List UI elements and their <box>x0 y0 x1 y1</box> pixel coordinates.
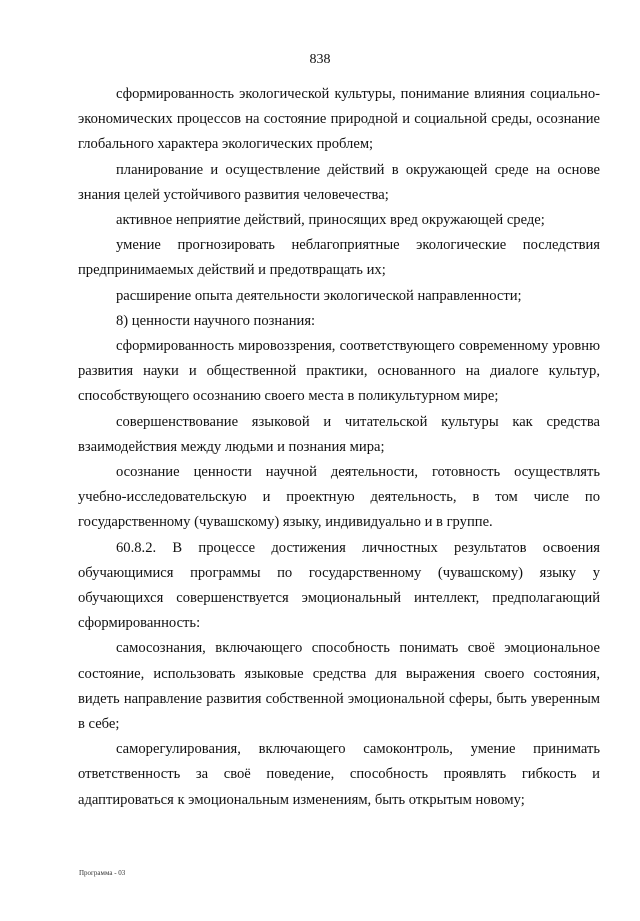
paragraph: активное неприятие действий, приносящих вред окружающей среде; <box>116 212 545 229</box>
section-heading: 8) ценности научного познания: <box>116 312 316 329</box>
paragraph: сформированность экологической культуры, понимание влияния социально-экономических процессов на состояние природной и социальной среды, осознание глобального характера экологических проблем; <box>78 86 600 153</box>
paragraph: планирование и осуществление действий в окружающей среде на основе знания целей устойчивого развития человечества; <box>78 161 600 203</box>
paragraph: самосознания, включающего способность понимать своё эмоциональное состояние, использовать языковые средства для выражения своего состояния, видеть направление развития собственной эмоциональной сферы, быть уверенным в себе; <box>78 640 600 733</box>
paragraph: совершенствование языковой и читательской культуры как средства взаимодействия между людьми и познания мира; <box>78 413 600 455</box>
footer-label: Программа - 03 <box>79 869 126 877</box>
paragraph: сформированность мировоззрения, соответствующего современному уровню развития науки и общественной практики, основанного на диалоге культур, способствующего осознанию своего места в поликультурном мире; <box>78 338 600 405</box>
paragraph: осознание ценности научной деятельности, готовность осуществлять учебно-исследовательскую и проектную деятельность, в том числе по государственному (чувашскому) языку, индивидуально и в группе. <box>78 464 600 531</box>
paragraph: 60.8.2. В процессе достижения личностных результатов освоения обучающимися программы по государственному (чувашскому) языку у обучающихся совершенствуется эмоциональный интеллект, предполагающий сформированность: <box>78 539 600 632</box>
paragraph: расширение опыта деятельности экологической направленности; <box>116 287 522 304</box>
paragraph: умение прогнозировать неблагоприятные экологические последствия предпринимаемых действий и предотвращать их; <box>78 237 600 279</box>
document-body <box>78 82 600 813</box>
page-number: 838 <box>309 52 331 67</box>
paragraph: саморегулирования, включающего самоконтроль, умение принимать ответственность за своё поведение, способность проявлять гибкость и адаптироваться к эмоциональным изменениям, быть открытым новому; <box>78 741 600 808</box>
